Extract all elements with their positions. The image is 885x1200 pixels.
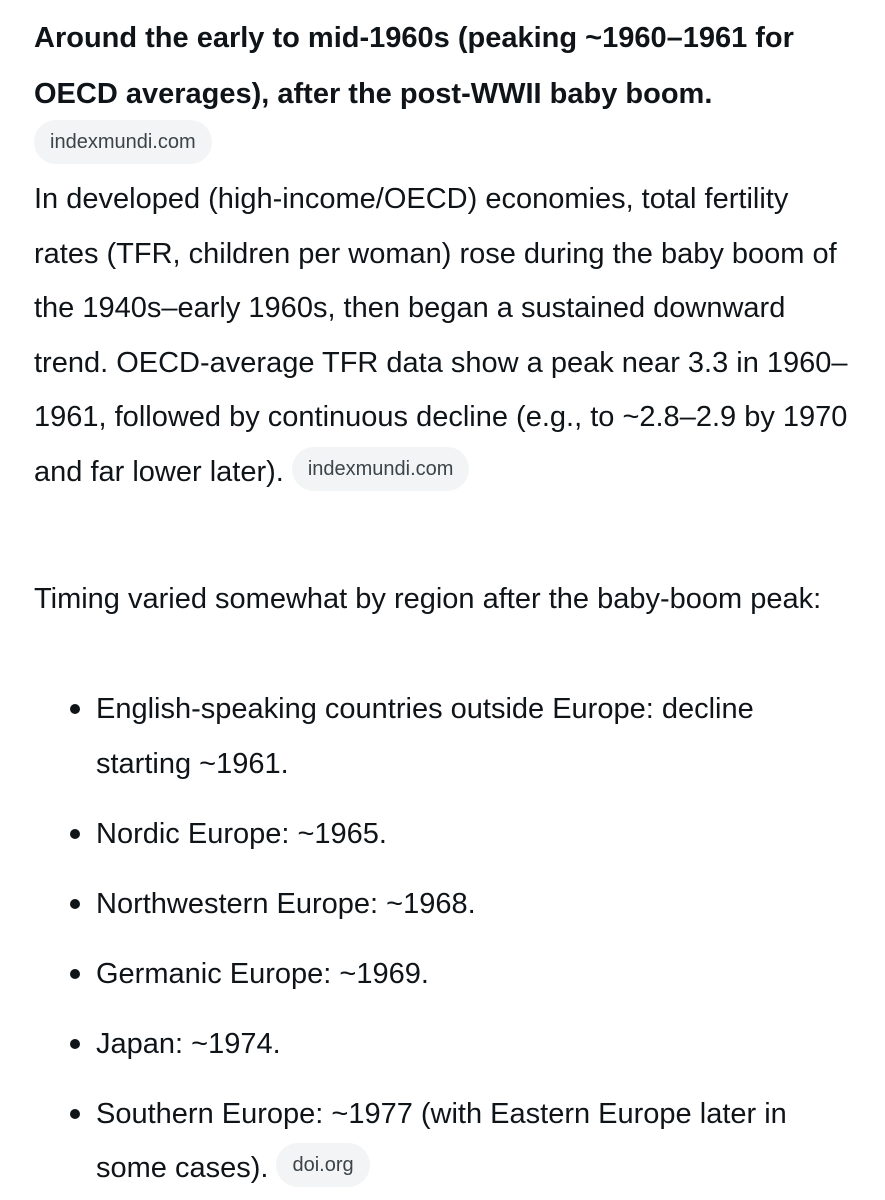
answer-heading: Around the early to mid-1960s (peaking ~1960–1961 for OECD averages), after the post-WWII baby boom. (34, 22, 794, 110)
source-chip-doi[interactable]: doi.org (276, 1143, 369, 1187)
list-item (34, 947, 854, 1002)
list-item (34, 1087, 854, 1196)
bullet-icon (70, 969, 80, 979)
list-item-text: Japan: ~1974. (96, 1027, 281, 1060)
bullet-icon (70, 704, 80, 714)
bullet-icon (70, 1109, 80, 1119)
source-chip-indexmundi-2[interactable]: indexmundi.com (292, 447, 470, 491)
list-item (34, 877, 854, 932)
paragraph-1-text: In developed (high-income/OECD) economies, total fertility rates (TFR, children per woman) rose during the baby boom of the 1940s–early 1960s, then began a sustained downward trend. OECD-average TFR data show a peak near 3.3 in 1960–1961, followed by continuous decline (e.g., to ~2.8–2.9 by 1970 and far lower later). (34, 183, 848, 488)
source-chip-indexmundi[interactable]: indexmundi.com (34, 120, 212, 164)
list-item-text: English-speaking countries outside Europe: decline starting ~1961. (96, 693, 754, 780)
list-item-text: Germanic Europe: ~1969. (96, 957, 429, 990)
list-item (34, 1017, 854, 1072)
list-item-text: Northwestern Europe: ~1968. (96, 887, 476, 920)
list-item-text: Southern Europe: ~1977 (with Eastern Europe later in some cases). (96, 1097, 787, 1184)
list-item-text: Nordic Europe: ~1965. (96, 817, 387, 850)
bullet-icon (70, 899, 80, 909)
bullet-icon (70, 829, 80, 839)
answer-paragraph-1 (34, 172, 854, 499)
answer-paragraph-2: Timing varied somewhat by region after the baby-boom peak: (34, 583, 822, 615)
regions-list (34, 682, 854, 1200)
list-item (34, 682, 854, 791)
list-item (34, 807, 854, 862)
bullet-icon (70, 1039, 80, 1049)
heading-source-wrapper (34, 120, 212, 164)
